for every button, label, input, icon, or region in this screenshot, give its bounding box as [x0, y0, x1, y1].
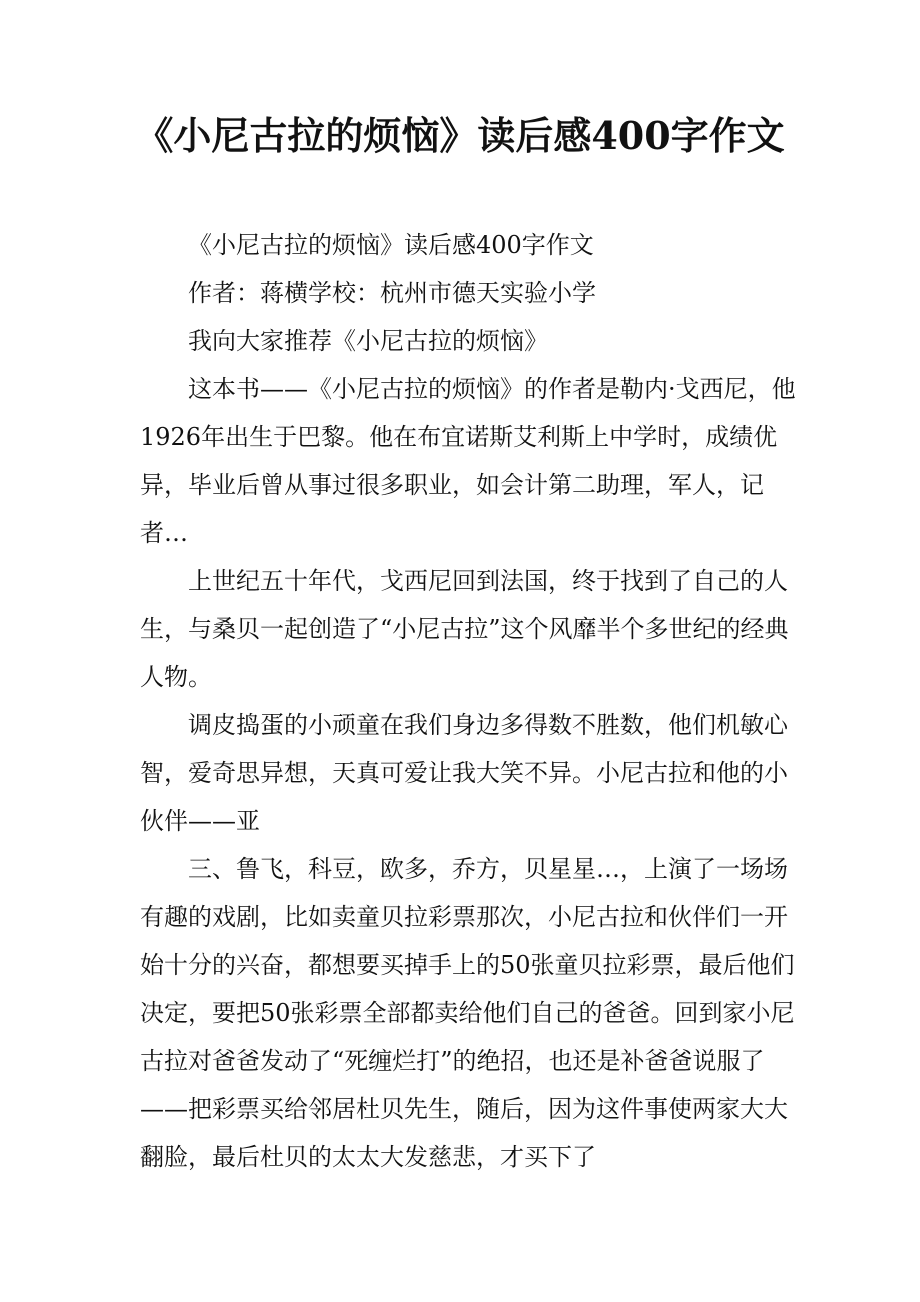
paragraph-recommendation: 我向大家推荐《小尼古拉的烦恼》 — [188, 327, 548, 355]
document-title: 《小尼古拉的烦恼》读后感400字作文 — [135, 113, 785, 158]
paragraph-repeat-title: 《小尼古拉的烦恼》读后感400字作文 — [188, 231, 594, 259]
paragraph-author-biography: 这本书——《小尼古拉的烦恼》的作者是勒内·戈西尼，他1926年出生于巴黎。他在布宜诺斯艾利斯上中学时，成绩优异，毕业后曾从事过很多职业，如会计第二助理，军人，记者… — [140, 375, 796, 547]
paragraph-character-description: 调皮捣蛋的小顽童在我们身边多得数不胜数，他们机敏心智，爱奇思异想，天真可爱让我大笑不异。小尼古拉和他的小伙伴——亚 — [140, 711, 788, 835]
paragraph-story-example: 三、鲁飞，科豆，欧多，乔方，贝星星…，上演了一场场有趣的戏剧，比如卖童贝拉彩票那次，小尼古拉和伙伴们一开始十分的兴奋，都想要买掉手上的50张童贝拉彩票，最后他们决定，要把50张彩票全部都卖给他们自己的爸爸。回到家小尼古拉对爸爸发动了“死缠烂打”的绝招，也还是补爸爸说服了——把彩票买给邻居杜贝先生，随后，因为这件事使两家大大翻脸，最后杜贝的太太大发慈悲，才买下了 — [140, 855, 795, 1171]
paragraph-historical-context: 上世纪五十年代，戈西尼回到法国，终于找到了自己的人生，与桑贝一起创造了“小尼古拉”这个风靡半个多世纪的经典人物。 — [140, 567, 789, 691]
document-body — [140, 221, 800, 1181]
paragraph-author-school: 作者：蒋横学校：杭州市德天实验小学 — [188, 279, 596, 307]
